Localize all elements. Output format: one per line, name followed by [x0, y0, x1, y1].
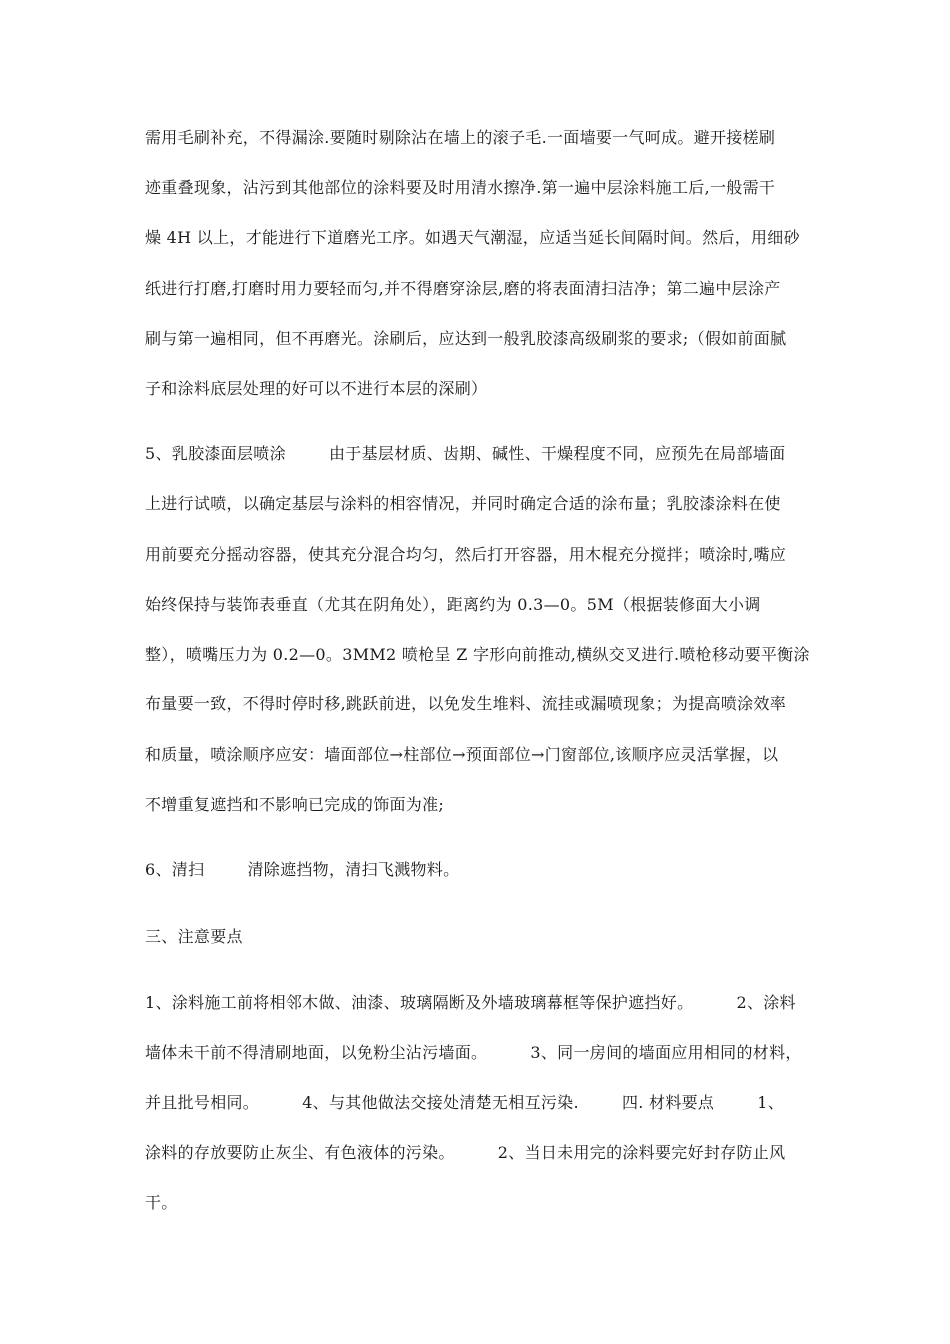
paragraph-line: 用前要充分摇动容器，使其充分混合均匀，然后打开容器，用木棍充分搅拌；喷涂时,嘴应: [145, 545, 787, 564]
paragraph-line: 上进行试喷，以确定基层与涂料的相容情况，并同时确定合适的涂布量；乳胶漆涂料在使: [145, 494, 781, 513]
paragraph-line: 和质量，喷涂顺序应安：墙面部位→柱部位→预面部位→门窗部位,该顺序应灵活掌握，以: [145, 745, 779, 764]
paragraph-line: 不增重复遮挡和不影响已完成的饰面为准;: [145, 795, 445, 814]
paragraph-line: 迹重叠现象，沾污到其他部位的涂料要及时用清水擦净.第一遍中层涂料施工后,一般需干: [145, 178, 776, 197]
paragraph-line: 燥 4H 以上，才能进行下道磨光工序。如遇天气潮湿，应适当延长间隔时间。然后，用细砂: [145, 228, 800, 247]
paragraph-line: 刷与第一遍相同，但不再磨光。涂刷后，应达到一般乳胶漆高级刷浆的要求;（假如前面腻: [145, 329, 787, 348]
paragraph-line: 子和涂料底层处理的好可以不进行本层的深刷）: [145, 379, 488, 398]
paragraph-line: 干。: [145, 1193, 178, 1212]
section-heading-spraying: 5、乳胶漆面层喷涂 由于基层材质、齿期、碱性、干燥程度不同，应预先在局部墙面: [145, 444, 786, 463]
section-heading-key-points: 三、注意要点: [145, 927, 243, 946]
paragraph-line: 涂料的存放要防止灰尘、有色液体的污染。 2、当日未用完的涂料要完好封存防止风: [145, 1143, 786, 1162]
section-heading-cleaning: 6、清扫 清除遮挡物，清扫飞溅物料。: [145, 860, 460, 879]
paragraph-line: 墙体未干前不得清刷地面，以免粉尘沾污墙面。 3、同一房间的墙面应用相同的材料，: [145, 1043, 802, 1062]
paragraph-line: 布量要一致，不得时停时移,跳跃前进，以免发生堆料、流挂或漏喷现象；为提高喷涂效率: [145, 694, 787, 713]
paragraph-line: 纸进行打磨,打磨时用力要轻而匀,并不得磨穿涂层,磨的将表面清扫洁净；第二遍中层涂产: [145, 279, 781, 298]
paragraph-line: 整），喷嘴压力为 0.2—0。3MM2 喷枪呈 Z 字形向前推动,横纵交叉进行.喷枪移动要平衡涂: [145, 645, 810, 664]
paragraph-line: 1、涂料施工前将相邻木做、油漆、玻璃隔断及外墙玻璃幕框等保护遮挡好。 2、涂料: [145, 993, 796, 1012]
paragraph-line: 并且批号相同。 4、与其他做法交接处清楚无相互污染. 四. 材料要点 1、: [145, 1093, 785, 1112]
paragraph-line: 始终保持与装饰表垂直（尤其在阴角处），距离约为 0.3—0。5M（根据装修面大小调: [145, 595, 761, 614]
paragraph-line: 需用毛刷补充，不得漏涂.要随时剔除沾在墙上的滚子毛.一面墙要一气呵成。避开接槎刷: [145, 128, 776, 147]
